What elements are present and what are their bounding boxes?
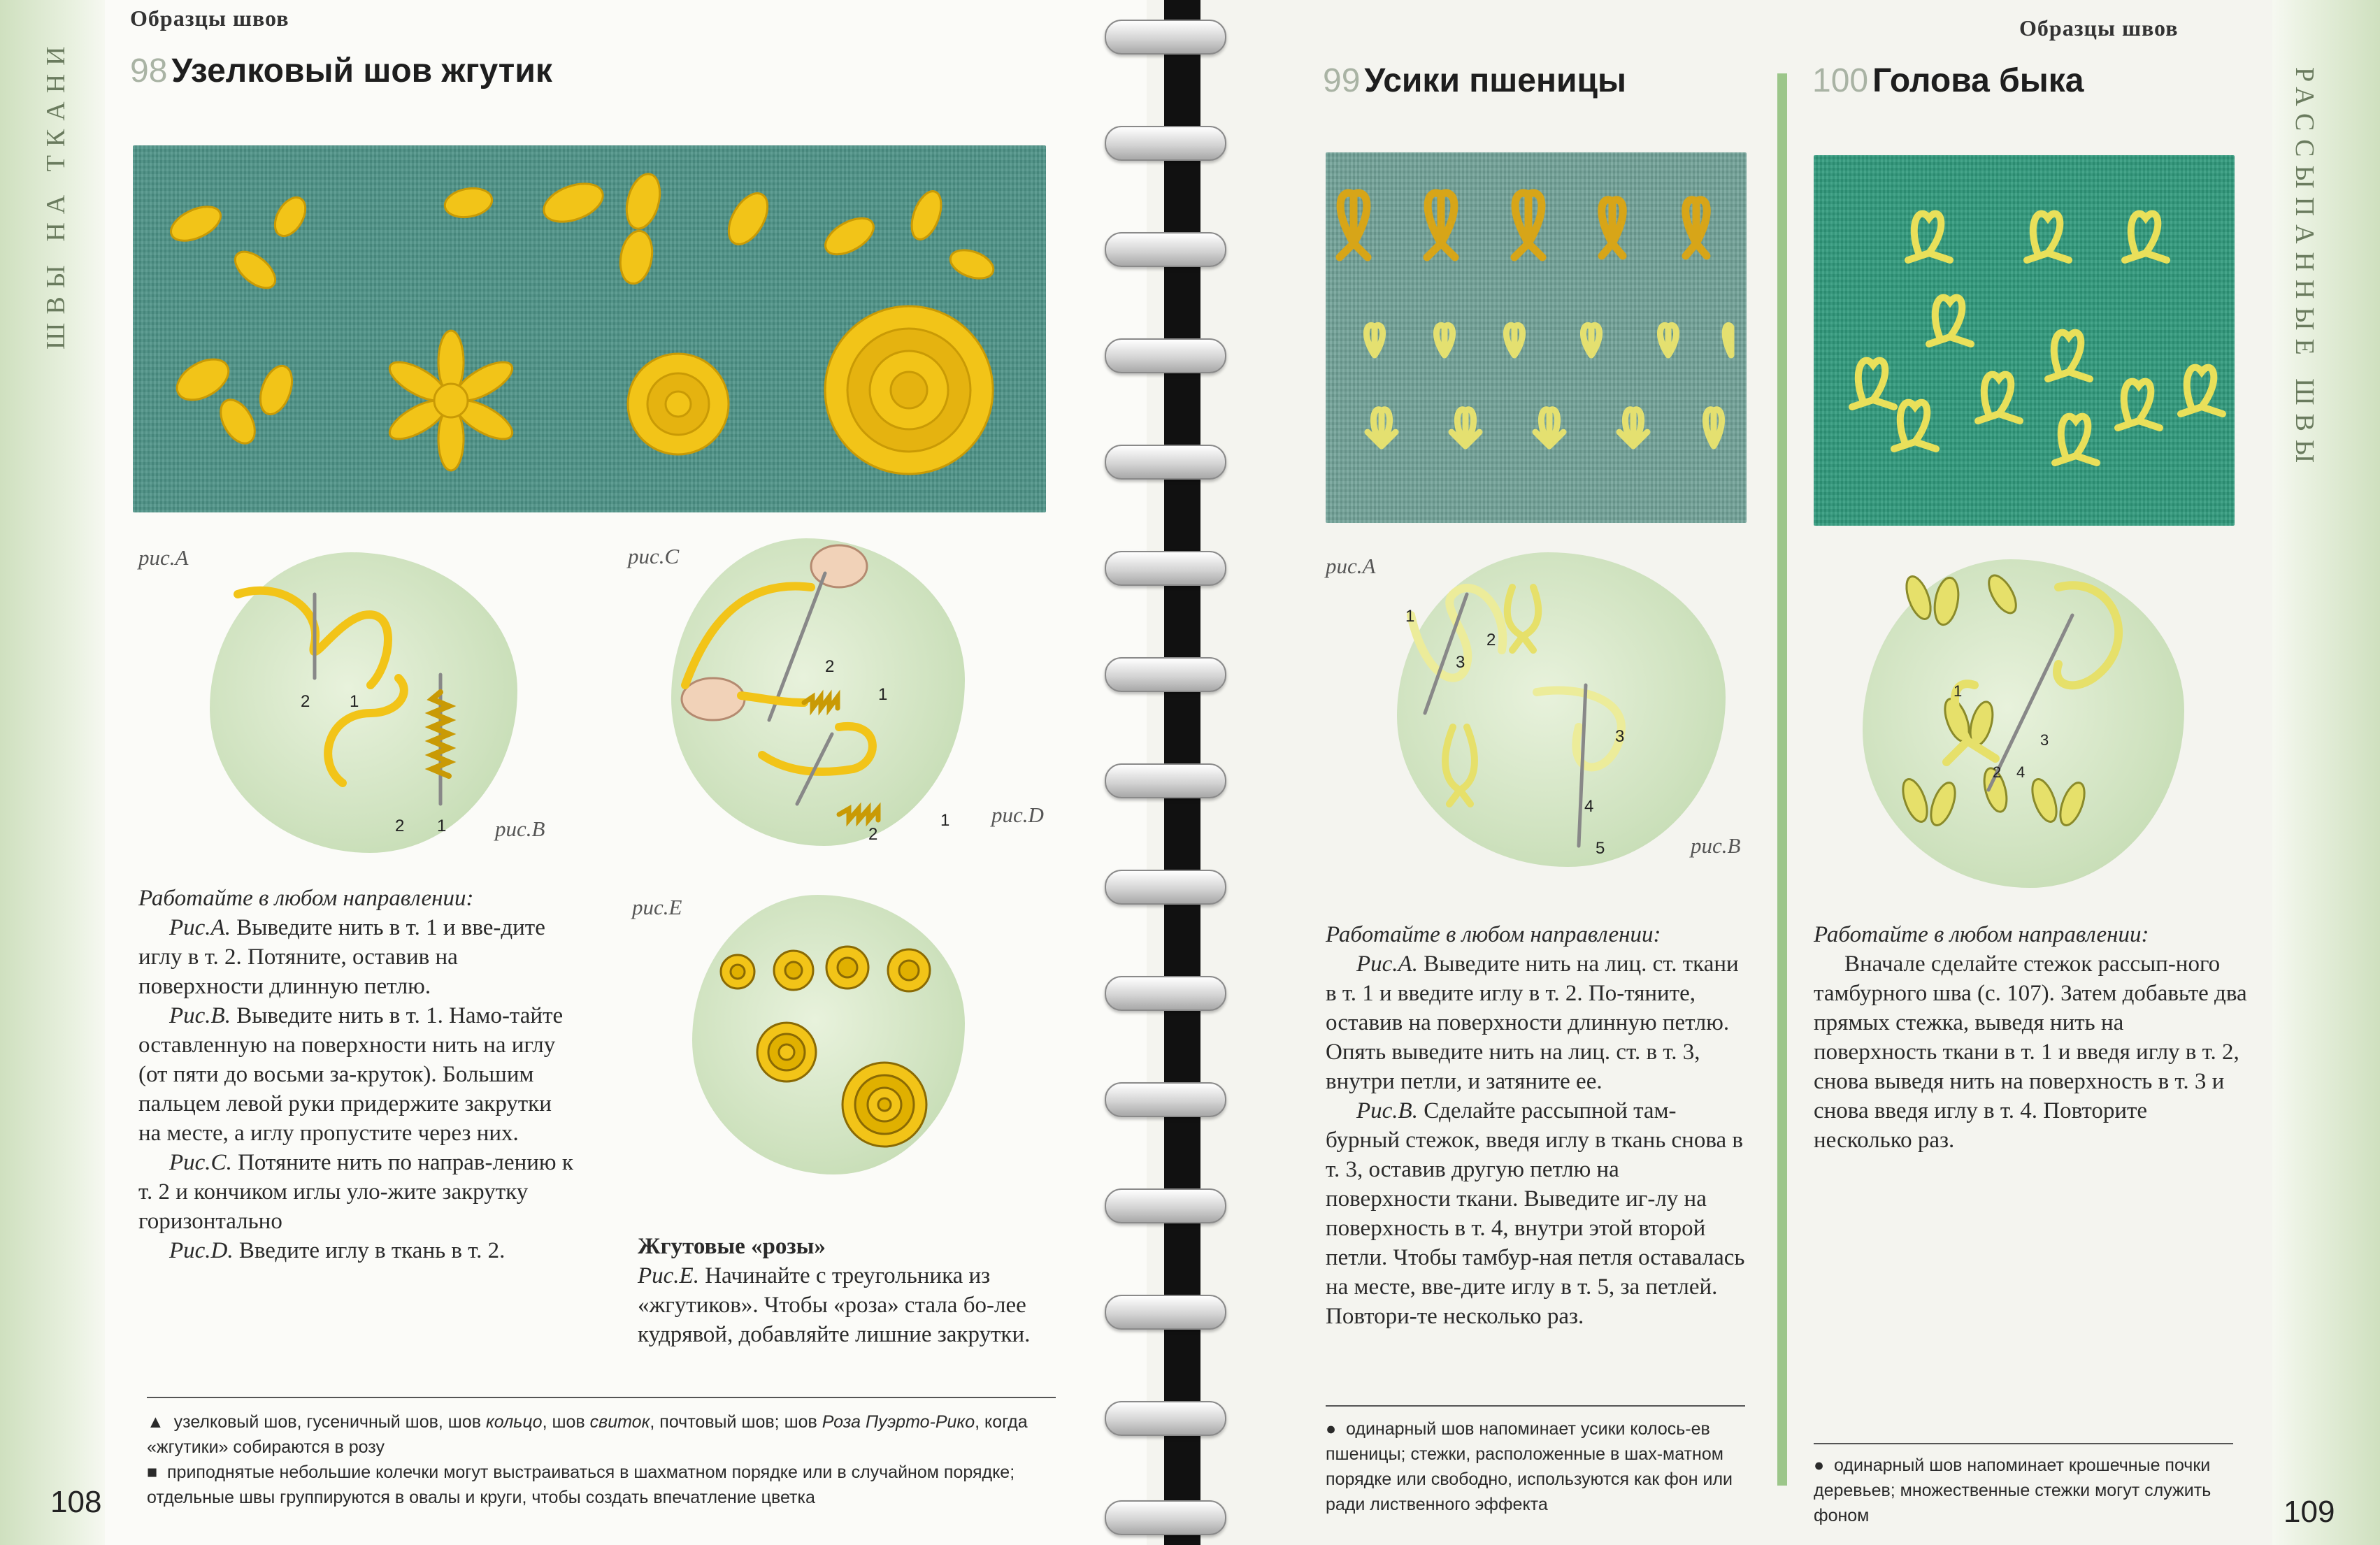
right-running-head: Образцы швов [2019, 15, 2179, 41]
s99-step-a-fig: Рис.A. [1356, 951, 1418, 977]
binding-ring [1105, 1082, 1226, 1117]
fig-d-label: рис.D [991, 803, 1044, 827]
s99-step-b-fig: Рис.B. [1356, 1098, 1418, 1123]
fig-b-label: рис.B [495, 817, 545, 841]
s100-note-text: одинарный шов напоминает крошечные почки деревьев; множественные стежки могут служить фоном [1814, 1456, 2211, 1525]
section-100-diagram [1863, 559, 2184, 888]
step-b-fig: Рис.B. [169, 1003, 231, 1028]
square-icon: ■ [147, 1463, 158, 1482]
left-page-number: 108 [50, 1485, 102, 1519]
diagram-ab-drawing [210, 552, 517, 853]
note1-part-d: свиток [589, 1412, 650, 1432]
section-98-step-d [138, 1236, 579, 1265]
binding-ring [1105, 976, 1226, 1011]
fig-e-label: рис.E [632, 895, 682, 919]
diagram-ab [210, 552, 517, 853]
step-b-text: Выведите нить в т. 1. Намо-тайте оставленную на поверхности нить на иглу (от пяти до восьми за-круток). Большим пальцем левой руки придержите закрутки на месте, а иглу пропустите через них. [138, 1003, 564, 1146]
section-100-instructions [1814, 920, 2247, 1155]
s99-step-a-text: Выведите нить на лиц. ст. ткани в т. 1 и введите иглу в т. 2. По-тяните, оставив на поверхности длинную петлю. Опять выведите нить на лиц. ст. в т. 3, внутри петли, и затяните ее. [1326, 951, 1739, 1094]
s100-number-3: 3 [2040, 731, 2049, 749]
binding-ring [1105, 763, 1226, 798]
note2-text: приподнятые небольшие колечки могут выстраиваться в шахматном порядке или в случайном порядке; отдельные швы группируются в овалы и круги, чтобы создать впечатление цветка [147, 1463, 1015, 1507]
binding-ring [1105, 551, 1226, 586]
section-99-lead: Работайте в любом направлении: [1326, 922, 1661, 947]
binding-ring [1105, 126, 1226, 161]
section-99-number: 99 [1323, 62, 1361, 99]
diagram-e-roses [692, 895, 965, 1174]
s99-note [1326, 1416, 1745, 1517]
s99-number-1: 1 [1405, 607, 1415, 626]
step-c-fig: Рис.C. [169, 1150, 232, 1175]
diagram-b-number-1: 1 [437, 817, 447, 835]
section-99-diagram [1397, 552, 1726, 867]
s100-number-2: 2 [1993, 763, 2002, 781]
s99-number-3: 3 [1456, 653, 1465, 672]
roses-block [638, 1232, 1057, 1349]
left-side-label: ШВЫ НА ТКАНИ [41, 38, 71, 350]
diagram-c-number-2: 2 [825, 657, 835, 676]
right-page-number: 109 [2284, 1495, 2335, 1529]
note1-part-b: кольцо [485, 1412, 543, 1432]
s100-notes [1814, 1453, 2233, 1528]
roses-body: Начинайте с треугольника из «жгутиков». Чтобы «роза» стала бо-лее кудрявой, добавляйте лишние закрутки. [638, 1263, 1031, 1347]
binding-ring [1105, 445, 1226, 480]
diagram-a-number-1: 1 [350, 692, 359, 711]
section-100-title [1812, 62, 2084, 100]
step-a-fig: Рис.A. [169, 915, 231, 940]
left-notes-rule [147, 1397, 1056, 1398]
left-note-1 [147, 1409, 1056, 1460]
section-98-step-a [138, 913, 579, 1001]
diagram-e-drawing [692, 895, 965, 1174]
s99-number-5: 5 [1596, 839, 1605, 858]
section-100-diagram-drawing [1863, 559, 2184, 888]
s99-number-4: 4 [1584, 797, 1594, 816]
section-99-fig-a-label: рис.A [1326, 554, 1376, 578]
roses-fig: Рис.E. [638, 1263, 699, 1288]
note1-part-a: узелковый шов, гусеничный шов, шов [173, 1412, 486, 1432]
section-98-step-b [138, 1001, 579, 1148]
section-100-title-text: Голова быка [1872, 62, 2084, 99]
s99-step-b-text: Сделайте рассыпной там-бурный стежок, введя иглу в ткань снова в т. 3, оставив другую петлю на поверхности ткани. Выведите иг-лу на поверхность в т. 4, внутри этой второй петли. Чтобы тамбур-ная петля оставалась на месте, вве-дите иглу в т. 5, за петлей. Повтори-те несколько раз. [1326, 1098, 1745, 1329]
roses-text [638, 1261, 1057, 1349]
triangle-icon: ▲ [147, 1412, 164, 1432]
fig-a-label: рис.A [138, 545, 189, 570]
fig-c-label: рис.C [628, 544, 680, 568]
s100-notes-rule [1814, 1443, 2233, 1444]
bullet-icon: ● [1326, 1419, 1337, 1439]
s100-number-1: 1 [1954, 682, 1963, 700]
section-98-title [130, 52, 552, 90]
diagram-a-number-2: 2 [301, 692, 310, 711]
binding-ring [1105, 657, 1226, 692]
binding-ring [1105, 232, 1226, 267]
s99-note-text: одинарный шов напоминает усики колось-ев пшеницы; стежки, расположенные в шах-матном порядке или свободно, используются как фон или ради лиственного эффекта [1326, 1419, 1733, 1514]
s100-note [1814, 1453, 2233, 1528]
right-side-label: РАССЫПАННЫЕ ШВЫ [2290, 67, 2319, 472]
bullet-icon: ● [1814, 1456, 1825, 1475]
binding-ring [1105, 1401, 1226, 1436]
note1-part-g: , когда «жгутики» собираются в розу [147, 1412, 1028, 1457]
section-98-photo-stitches [133, 145, 1046, 512]
section-99-title [1323, 62, 1626, 100]
section-divider-bar [1777, 73, 1787, 1486]
note1-part-f: Роза Пуэрто-Рико [822, 1412, 975, 1432]
note1-part-c: , шов [542, 1412, 590, 1432]
step-d-text: Введите иглу в ткань в т. 2. [233, 1238, 506, 1263]
diagram-c-number-1: 1 [878, 685, 888, 704]
section-98-lead: Работайте в любом направлении: [138, 886, 474, 911]
diagram-d-number-1: 1 [940, 811, 950, 830]
section-100-photo [1814, 155, 2235, 526]
s100-number-4: 4 [2016, 763, 2026, 781]
section-99-step-a [1326, 949, 1745, 1096]
section-99-photo-stitches [1326, 152, 1747, 523]
left-note-2 [147, 1460, 1056, 1510]
section-100-lead: Работайте в любом направлении: [1814, 922, 2149, 947]
s99-notes [1326, 1416, 1745, 1517]
section-99-step-b [1326, 1096, 1745, 1331]
section-98-number: 98 [130, 52, 168, 89]
diagram-cd-drawing [671, 538, 965, 846]
roses-title: Жгутовые «розы» [638, 1234, 826, 1259]
step-a-text: Выведите нить в т. 1 и вве-дите иглу в т. 2. Потяните, оставив на поверхности длинную петлю. [138, 915, 545, 999]
s99-number-2: 2 [1486, 631, 1496, 649]
section-98-title-text: Узелковый шов жгутик [171, 52, 552, 89]
section-100-photo-stitches [1814, 155, 2235, 526]
binding-ring [1105, 1188, 1226, 1223]
left-notes [147, 1409, 1056, 1510]
diagram-d-number-2: 2 [868, 825, 878, 844]
section-98-instructions [138, 884, 579, 1265]
section-100-text: Вначале сделайте стежок рассып-ного тамбурного шва (с. 107). Затем добавьте два прямых стежка, выведя нить на поверхность ткани в т. 1 и введя иглу в т. 2, снова выведя нить на поверхность в т. 3 и снова введя иглу в т. 4. Повторите несколько раз. [1814, 951, 2247, 1153]
section-99-title-text: Усики пшеницы [1364, 62, 1626, 99]
s99-notes-rule [1326, 1405, 1745, 1407]
step-c-text: Потяните нить по направ-лению к т. 2 и кончиком иглы уло-жите закрутку горизонтально [138, 1150, 573, 1234]
section-98-photo [133, 145, 1046, 512]
section-98-step-c [138, 1148, 579, 1236]
diagram-b-number-2: 2 [395, 817, 405, 835]
section-100-number: 100 [1812, 62, 1869, 99]
section-99-instructions [1326, 920, 1745, 1331]
section-99-diagram-drawing [1397, 552, 1726, 867]
step-d-fig: Рис.D. [169, 1238, 234, 1263]
binding-ring [1105, 20, 1226, 55]
section-99-fig-b-label: рис.B [1691, 833, 1741, 858]
binding-ring [1105, 1500, 1226, 1535]
s99-number-3b: 3 [1615, 727, 1625, 746]
note1-part-e: , почтовый шов; шов [650, 1412, 822, 1432]
binding-ring [1105, 1295, 1226, 1330]
section-99-photo [1326, 152, 1747, 523]
left-running-head: Образцы швов [130, 6, 289, 31]
binding-ring [1105, 338, 1226, 373]
diagram-cd [671, 538, 965, 846]
binding-ring [1105, 870, 1226, 905]
